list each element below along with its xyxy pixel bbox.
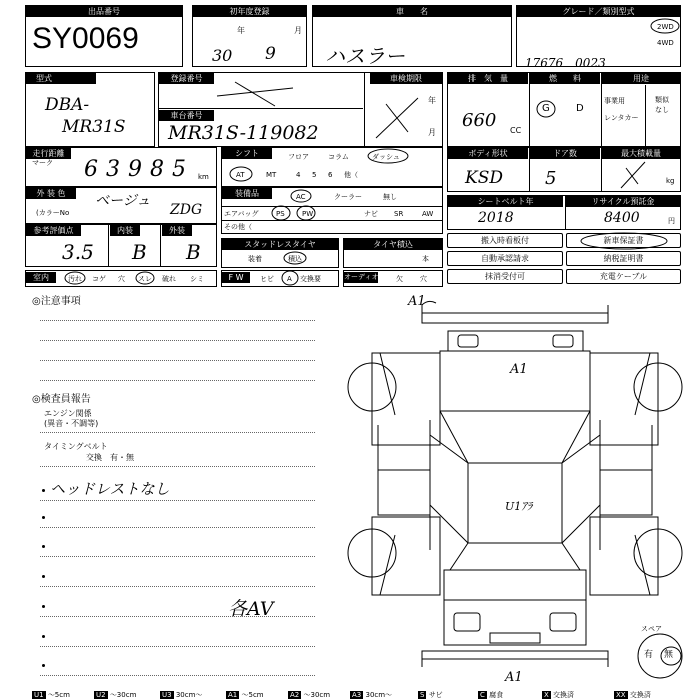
audio-label: オーディオ xyxy=(344,273,379,281)
fw-a-circle xyxy=(280,269,300,287)
drive-4wd: 4WD xyxy=(657,39,674,47)
room-hole: 穴 xyxy=(118,275,125,283)
fw-label: F W xyxy=(222,272,250,283)
charge-button: 充電ケーブル xyxy=(566,269,681,284)
import-button: 搬入時看板付 xyxy=(447,233,563,248)
color-no-value: ZDG xyxy=(170,202,203,218)
cc-unit: CC xyxy=(510,126,522,135)
audio-hole: 穴 xyxy=(420,275,427,283)
equip-pw: PW xyxy=(302,210,314,218)
displacement-label: 排 気 量 xyxy=(448,73,528,84)
shift-label: シフト xyxy=(222,148,272,159)
lot-label: 出品番号 xyxy=(26,6,182,17)
equip-label: 装備品 xyxy=(222,188,272,199)
equip-ps: PS xyxy=(276,210,285,218)
delivery-button: 納税証明書 xyxy=(566,251,681,266)
room-stain: シミ xyxy=(190,275,204,283)
equip-ac-circle xyxy=(289,188,313,204)
fuel-g-circle xyxy=(535,99,557,119)
timing-replace: 交換 有・無 xyxy=(86,453,134,462)
legend-9: XX 交換済 xyxy=(616,691,651,699)
room-ash: スレ xyxy=(138,275,152,283)
equip-aw: AW xyxy=(422,210,434,218)
recycle-value: 8400 xyxy=(604,210,640,226)
type-label: 型式 xyxy=(26,73,96,84)
auto-button: 自動承認請求 xyxy=(447,251,563,266)
engine-label: エンジン関係 xyxy=(44,409,92,418)
room-koge: コゲ xyxy=(92,275,106,283)
note-1: ヘッドレストなし xyxy=(50,480,170,498)
capacity-strike xyxy=(618,160,648,190)
doors-value: 5 xyxy=(545,168,557,189)
spare-label: スペア xyxy=(641,625,662,633)
exterior-value: B xyxy=(186,240,201,264)
audio-missing: 欠 xyxy=(396,275,403,283)
recycle-label: リサイクル預託金 xyxy=(566,196,680,207)
grade-label: グレード／類別型式 xyxy=(517,6,680,17)
shift-at: AT xyxy=(236,171,245,179)
reclass-none: なし xyxy=(655,106,669,114)
drive-2wd-circle xyxy=(649,17,681,35)
legend-0: U1 〜5cm xyxy=(34,691,70,699)
equip-airbag: エアバッグ xyxy=(224,210,259,218)
color-no-label: (カラーNo xyxy=(36,209,70,217)
room-dirt: 汚れ xyxy=(68,275,82,283)
tire-label: タイヤ積込 xyxy=(344,239,442,250)
legend-4: A2 〜30cm xyxy=(290,691,331,699)
legend-6: S サビ xyxy=(420,691,443,699)
shift-6: 6 xyxy=(328,171,333,179)
color-label: 外 装 色 xyxy=(26,188,76,199)
shift-5: 5 xyxy=(312,171,317,179)
equip-cooler: クーラー xyxy=(334,193,362,201)
month-unit: 月 xyxy=(294,26,302,35)
km-unit: km xyxy=(198,173,209,181)
studless-yes: 装着 xyxy=(248,255,262,263)
mark-rear-bottom: A1 xyxy=(505,670,523,685)
inspection-month: 月 xyxy=(428,128,436,137)
seatbelt-value: 2018 xyxy=(478,210,514,226)
body-label: ボディ形状 xyxy=(448,148,528,159)
studless-label: スタッドレスタイヤ xyxy=(222,239,338,250)
equip-sr: SR xyxy=(394,210,404,218)
legend-3: A1 〜5cm xyxy=(228,691,264,699)
shift-4: 4 xyxy=(296,171,301,179)
shift-dash: ダッシュ xyxy=(372,153,400,161)
equip-none: 無し xyxy=(383,193,397,201)
inspector-title: ◎検査員報告 xyxy=(32,394,91,405)
new-warranty-circle xyxy=(578,231,670,251)
spare-none: 無 xyxy=(664,650,674,660)
shift-mt: MT xyxy=(266,171,277,179)
room-ash-circle xyxy=(134,270,156,286)
capacity-label: 最大積載量 xyxy=(602,148,680,159)
year-label: 初年度登録 xyxy=(193,6,306,17)
yen-unit: 円 xyxy=(668,217,675,225)
mileage-label: 走行距離 xyxy=(26,148,71,159)
mark-hood: A1 xyxy=(510,362,528,377)
engine-sub: (異音・不調等) xyxy=(44,419,99,428)
shift-dash-circle xyxy=(366,147,410,165)
displacement-value: 660 xyxy=(462,110,497,131)
grade-value: 17676 0023 xyxy=(525,56,606,70)
drive-2wd: 2WD xyxy=(657,23,674,31)
room-dirt-circle xyxy=(63,270,87,286)
equip-ac: AC xyxy=(296,193,306,201)
inspection-strike xyxy=(372,92,422,142)
fuel-label: 燃 料 xyxy=(530,73,600,84)
lot-number: SY0069 xyxy=(32,22,139,55)
car-name-value: ハスラー xyxy=(325,44,405,68)
mark-roof: U1ｱﾗ xyxy=(505,500,533,513)
body-value: KSD xyxy=(465,168,503,188)
shift-other: 他（ xyxy=(344,171,358,179)
legend-2: U3 30cm〜 xyxy=(162,691,203,699)
color-value: ベージュ xyxy=(95,193,151,209)
type-value-1: DBA- xyxy=(45,95,90,115)
year-unit: 年 xyxy=(237,26,245,35)
shift-column: コラム xyxy=(328,153,349,161)
studless-loaded: 積込 xyxy=(288,255,302,263)
spare-yes: 有 xyxy=(644,650,654,660)
legend-8: X 交換済 xyxy=(544,691,575,699)
shift-at-circle xyxy=(228,165,254,183)
legend-7: C 腐食 xyxy=(480,691,504,699)
month-value: 9 xyxy=(265,44,276,64)
fuel-d: D xyxy=(576,103,584,114)
fw-a: A xyxy=(287,275,292,283)
legend-1: U2 〜30cm xyxy=(96,691,137,699)
reg-strike xyxy=(215,80,295,108)
new-warranty-button: 新車保証書 xyxy=(566,233,681,248)
score-label: 参考評価点 xyxy=(26,225,81,236)
doors-label: ドア数 xyxy=(530,148,600,159)
reg-label: 登録番号 xyxy=(159,73,214,84)
score-value: 3.5 xyxy=(62,240,94,264)
inspection-label: 車検期限 xyxy=(370,73,442,84)
purpose-label: 用途 xyxy=(602,73,680,84)
note-2: 各AV xyxy=(228,598,274,620)
interior-value: B xyxy=(132,240,147,264)
inspection-year: 年 xyxy=(428,96,436,105)
purpose-rental: レンタカー xyxy=(604,114,639,122)
mileage-mark: マーク xyxy=(32,159,53,167)
equip-navi: ナビ xyxy=(364,210,378,218)
equip-other: その他（ xyxy=(224,223,252,231)
room-label: 室内 xyxy=(26,272,56,283)
exterior-label: 外装 xyxy=(162,225,192,236)
car-name-label: 車 名 xyxy=(313,6,511,17)
chassis-label: 車台番号 xyxy=(159,110,214,121)
tire-unit: 本 xyxy=(422,255,429,263)
chassis-value: MR31S-119082 xyxy=(168,122,319,144)
mileage-value: 63985 xyxy=(84,157,194,182)
type-value-2: MR31S xyxy=(62,117,126,137)
fw-replace: 交換要 xyxy=(300,275,321,283)
reclass-label: 類似 xyxy=(655,96,669,104)
cancel-button: 抹消受付可 xyxy=(447,269,563,284)
fw-crack: ヒビ xyxy=(260,275,274,283)
capacity-unit: kg xyxy=(666,177,675,185)
fuel-g: G xyxy=(542,103,550,114)
legend-5: A3 30cm〜 xyxy=(352,691,393,699)
interior-label: 内装 xyxy=(110,225,140,236)
caution-title: ◎注意事項 xyxy=(32,296,81,307)
timing-label: タイミングベルト xyxy=(44,442,108,451)
shift-floor: フロア xyxy=(288,153,309,161)
purpose-business: 事業用 xyxy=(604,97,625,105)
studless-loaded-circle xyxy=(282,250,308,266)
year-value: 30 xyxy=(212,46,233,65)
room-tear: 破れ xyxy=(162,275,176,283)
mark-front-top: A1 xyxy=(408,295,426,309)
seatbelt-label: シートベルト年 xyxy=(448,196,563,207)
